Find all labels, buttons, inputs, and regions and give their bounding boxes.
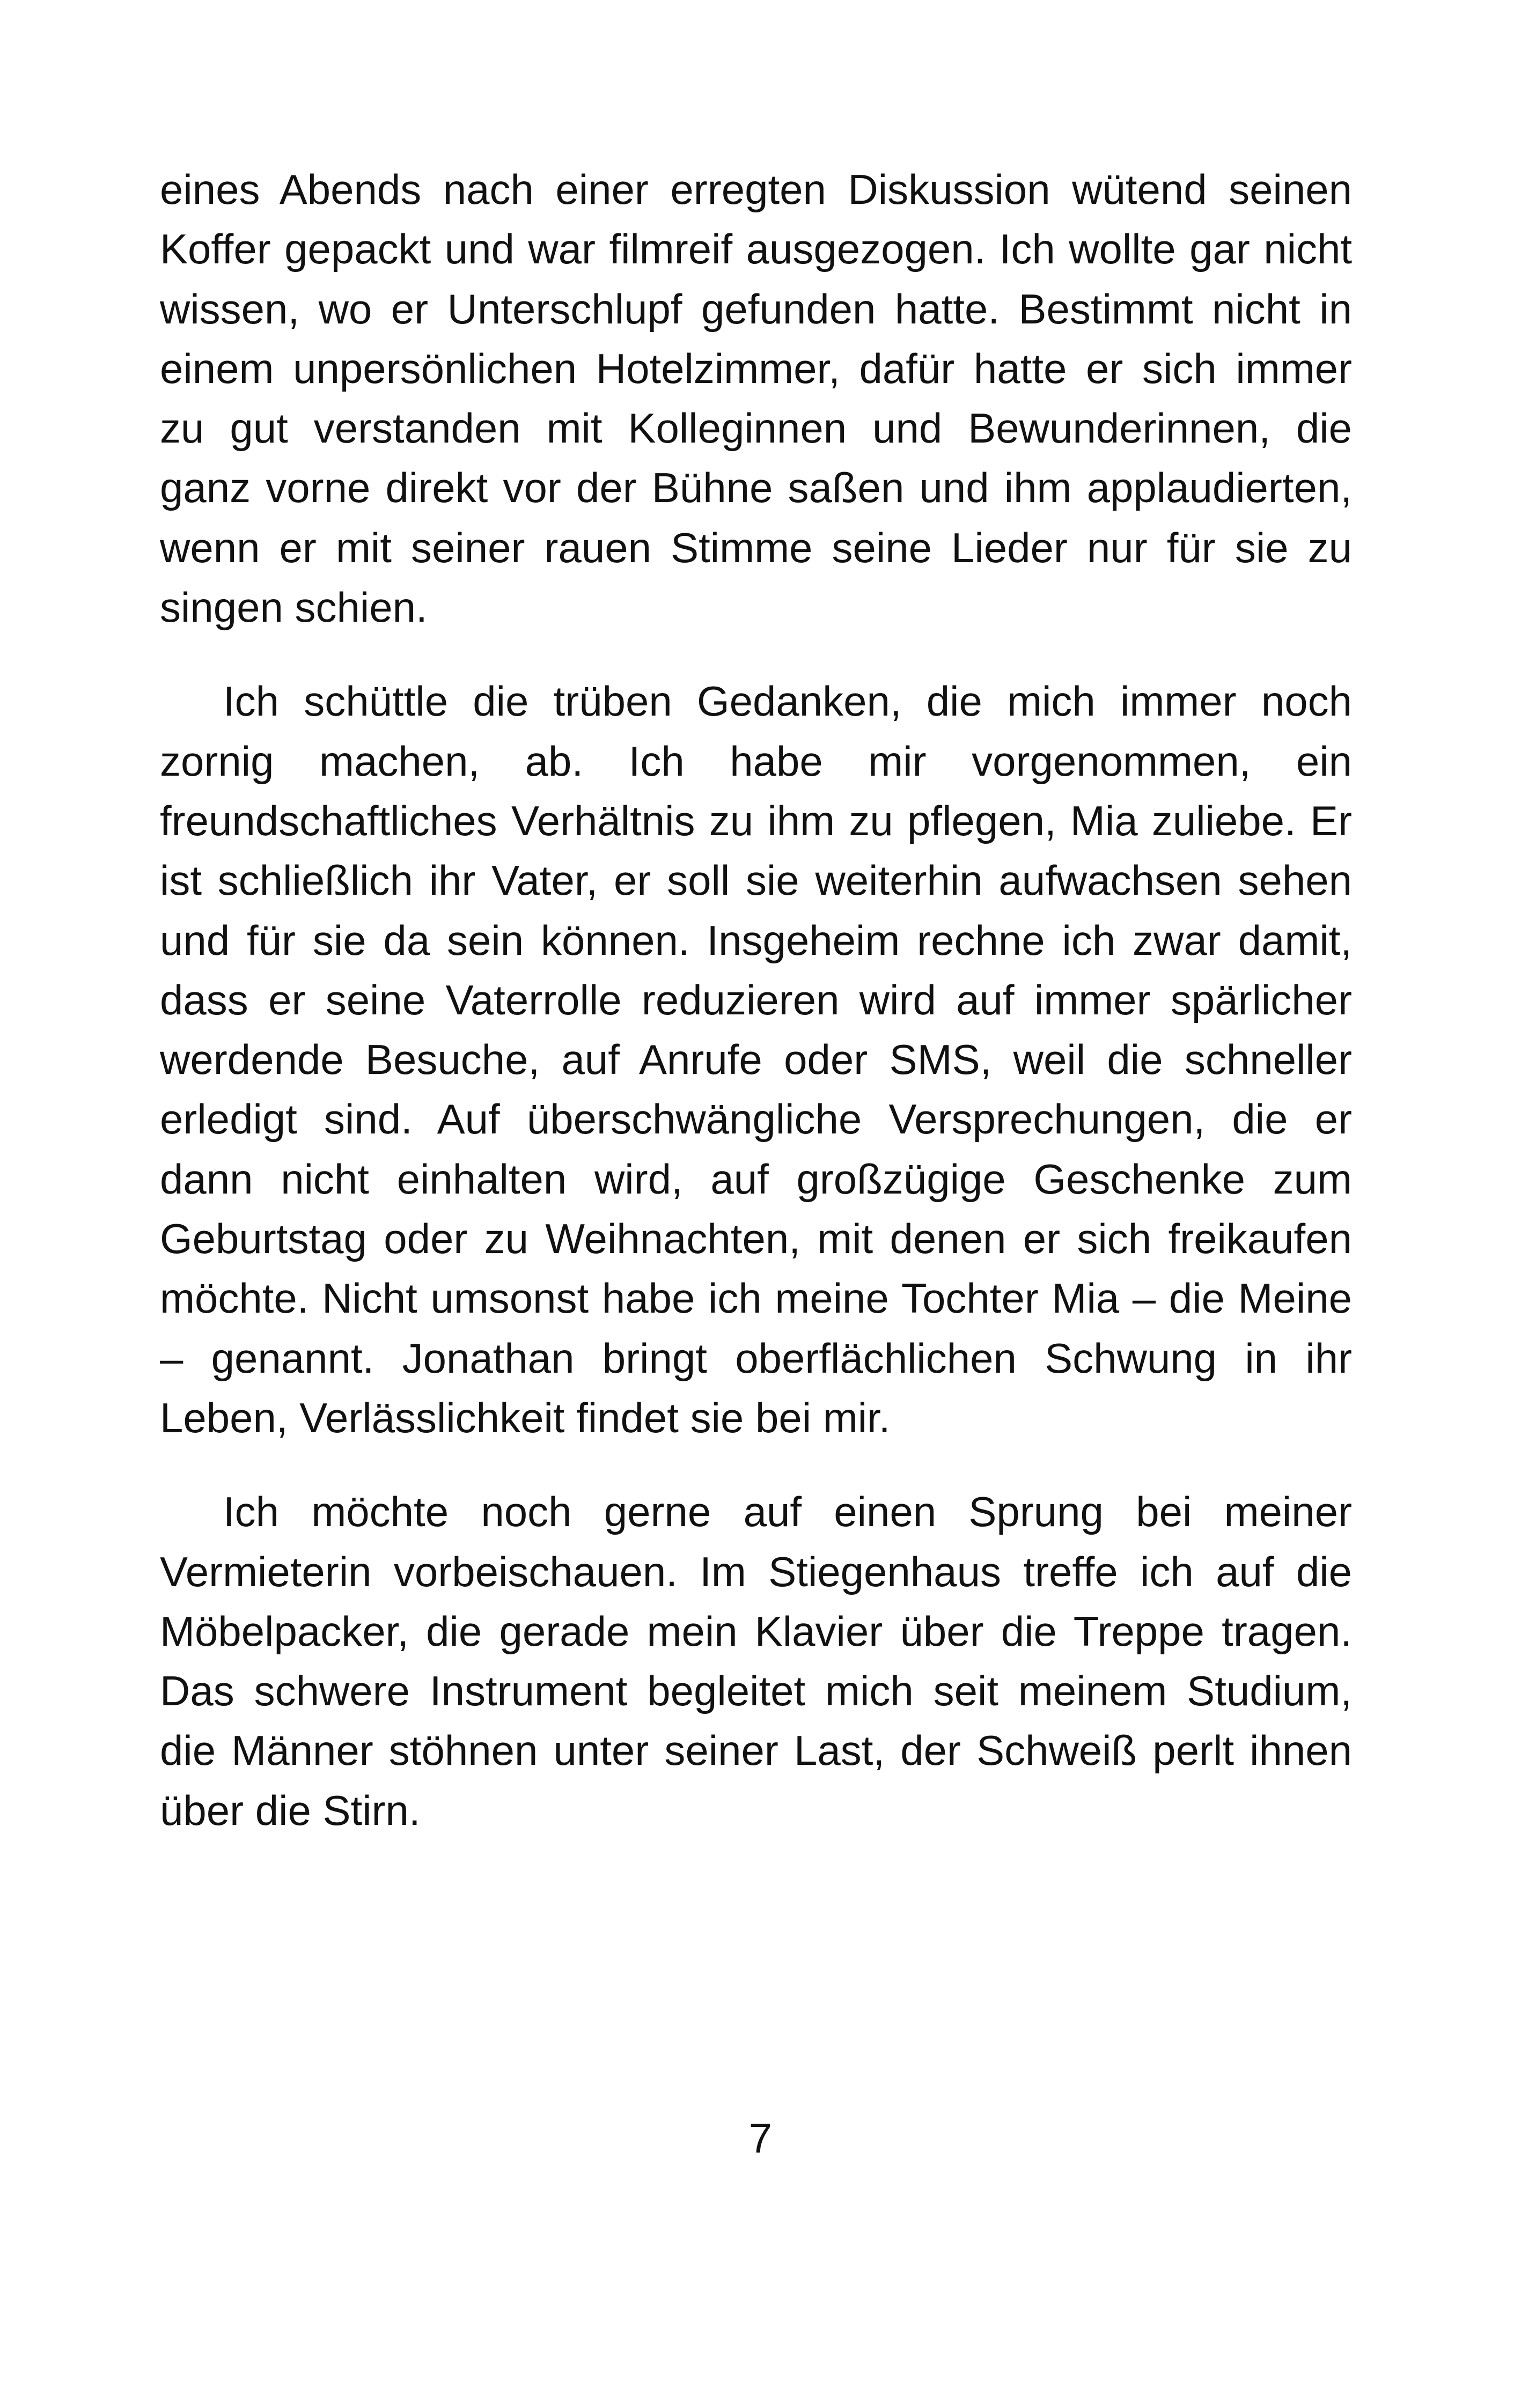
paragraph-2: Ich schüttle die trüben Gedanken, die mich immer noch zornig machen, ab. Ich habe mir vorgenommen, ein freundschaftliches Verhältnis zu ihm zu pflegen, Mia zuliebe. Er ist schließlich ihr Vater, er soll sie weiterhin aufwachsen sehen und für sie da sein können. Insgeheim rechne ich zwar damit, dass er seine Vaterrolle reduzieren wird auf immer spärlicher werdende Besuche, auf Anrufe oder SMS, weil die schneller erledigt sind. Auf überschwängliche Versprechungen, die er dann nicht einhalten wird, auf großzügige Geschenke zum Geburtstag oder zu Weihnachten, mit denen er sich freikaufen möchte. Nicht umsonst habe ich meine Tochter Mia – die Meine – genannt. Jonathan bringt oberflächlichen Schwung in ihr Leben, Verlässlichkeit findet sie bei mir. — [160, 678, 1352, 1441]
body-text — [160, 160, 1352, 1840]
paragraph-1: eines Abends nach einer erregten Diskussion wütend seinen Koffer gepackt und war filmreif ausgezogen. Ich wollte gar nicht wissen, wo er Unterschlupf gefunden hatte. Bestimmt nicht in einem unpersönlichen Hotelzimmer, dafür hatte er sich immer zu gut verstanden mit Kolleginnen und Bewunderinnen, die ganz vorne direkt vor der Bühne saßen und ihm applaudierten, wenn er mit seiner rauen Stimme seine Lieder nur für sie zu singen schien. — [160, 166, 1352, 631]
page-number: 7 — [748, 2115, 773, 2162]
paragraph-3: Ich möchte noch gerne auf einen Sprung bei meiner Vermieterin vorbeischauen. Im Stiegenhaus treffe ich auf die Möbelpacker, die gerade mein Klavier über die Treppe tragen. Das schwere Instrument begleitet mich seit meinem Studium, die Männer stöhnen unter seiner Last, der Schweiß perlt ihnen über die Stirn. — [160, 1488, 1352, 1834]
